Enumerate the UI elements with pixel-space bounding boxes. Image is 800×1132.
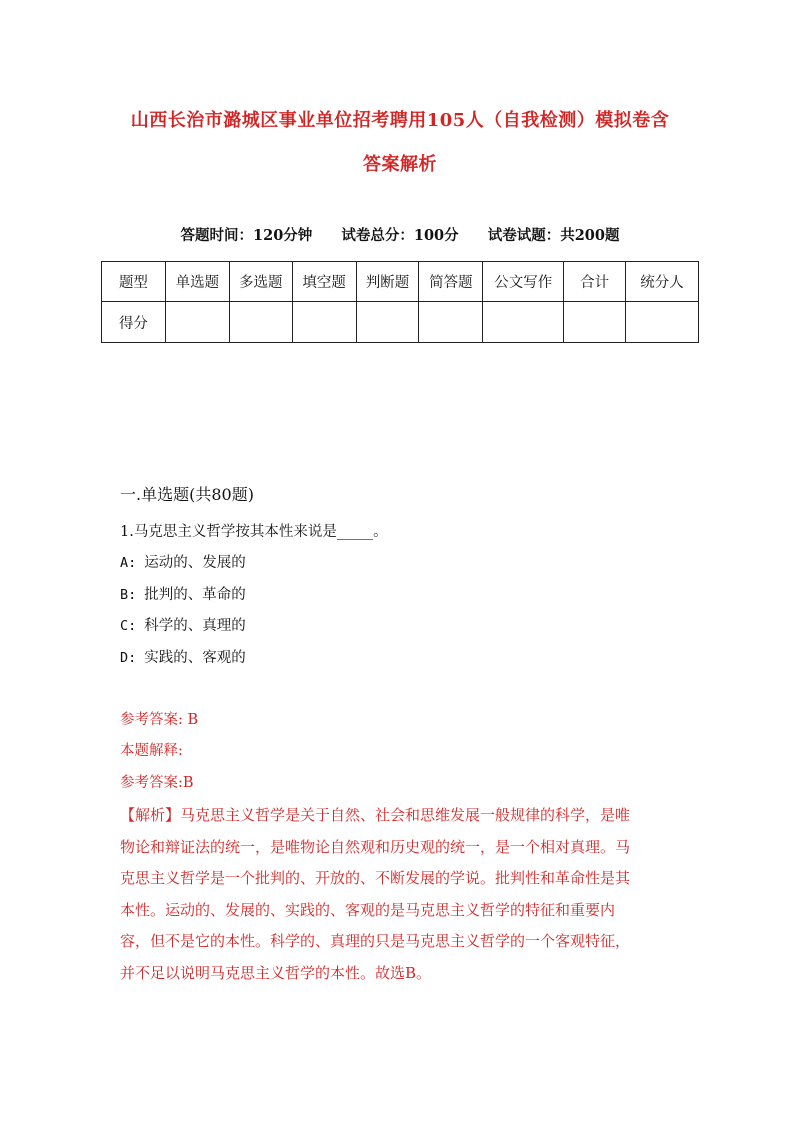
- score-cell: [419, 302, 483, 343]
- option-b: [120, 583, 246, 604]
- option-d: [120, 646, 246, 667]
- row-label-cell: 得分: [102, 302, 166, 343]
- header-cell: 单选题: [165, 262, 229, 302]
- option-key: C:: [120, 618, 137, 634]
- exam-question-count: 试卷试题：共200题: [487, 227, 620, 244]
- explanation-line: 本性。运动的、发展的、实践的、客观的是马克思主义哲学的特征和重要内: [120, 900, 616, 919]
- score-cell: [564, 302, 626, 343]
- score-cell: [165, 302, 229, 343]
- score-table: [101, 261, 699, 343]
- explanation-text: [120, 800, 680, 989]
- option-key: B:: [120, 587, 137, 603]
- score-cell: [292, 302, 356, 343]
- header-cell: 题型: [102, 262, 166, 302]
- explanation-line: 克思主义哲学是一个批判的、开放的、不断发展的学说。批判性和革命性是其: [120, 869, 631, 887]
- reference-answer-2: 参考答案:B: [120, 775, 194, 791]
- score-cell: [356, 302, 419, 343]
- option-c: [120, 614, 246, 635]
- question-text: 1.马克思主义哲学按其本性来说是_____。: [120, 524, 388, 540]
- option-a: [120, 551, 246, 572]
- option-text: 运动的、发展的: [144, 555, 246, 571]
- header-cell: 多选题: [229, 262, 292, 302]
- option-key: A:: [120, 555, 137, 571]
- option-key: D:: [120, 650, 137, 666]
- header-cell: 判断题: [356, 262, 419, 302]
- section-title: 一.单选题(共80题): [120, 485, 254, 504]
- header-cell: 填空题: [292, 262, 356, 302]
- document-title-line-1: 山西长治市潞城区事业单位招考聘用105人（自我检测）模拟卷含: [130, 110, 670, 131]
- header-cell: 合计: [564, 262, 626, 302]
- header-cell: 简答题: [419, 262, 483, 302]
- exam-time: 答题时间：120分钟: [180, 227, 313, 244]
- explanation-line: 容，但不是它的本性。科学的、真理的只是马克思主义哲学的一个客观特征，: [120, 932, 631, 950]
- header-cell: 公文写作: [483, 262, 564, 302]
- option-text: 科学的、真理的: [144, 618, 246, 634]
- score-cell: [229, 302, 292, 343]
- header-cell: 统分人: [626, 262, 699, 302]
- explanation-label: 本题解释:: [120, 743, 183, 759]
- exam-total-score: 试卷总分：100分: [341, 227, 459, 244]
- exam-info: [0, 224, 800, 245]
- explanation-line: 物论和辩证法的统一，是唯物论自然观和历史观的统一，是一个相对真理。马: [120, 837, 631, 856]
- option-text: 实践的、客观的: [144, 650, 246, 666]
- score-table-score-row: [102, 302, 699, 343]
- explanation-line: 并不足以说明马克思主义哲学的本性。故选B。: [120, 963, 432, 982]
- explanation-line: 【解析】马克思主义哲学是关于自然、社会和思维发展一般规律的科学，是唯: [120, 806, 631, 824]
- score-cell: [483, 302, 564, 343]
- score-table-header-row: [102, 262, 699, 302]
- option-text: 批判的、革命的: [144, 587, 246, 603]
- score-cell: [626, 302, 699, 343]
- document-title-line-2: 答案解析: [363, 154, 437, 175]
- reference-answer: 参考答案: B: [120, 712, 199, 728]
